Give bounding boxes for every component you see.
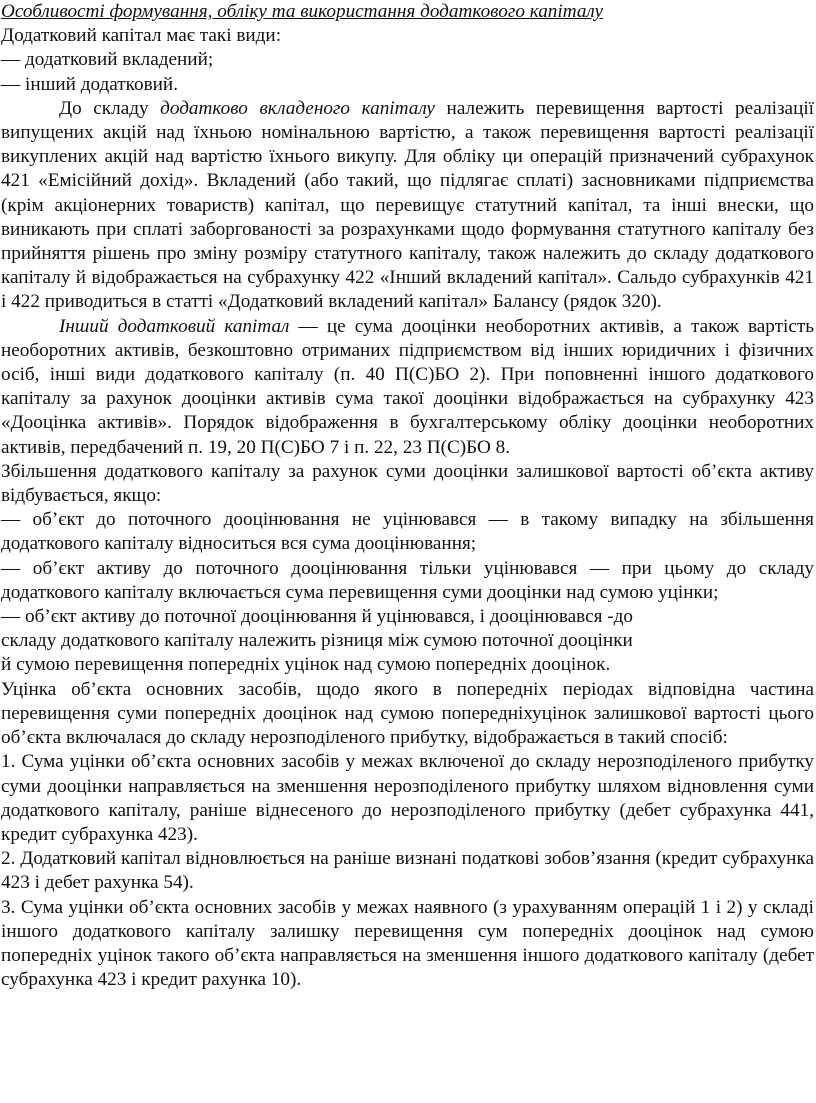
step-3: 3. Сума уцінки об’єкта основних засобів у межах наявного (з урахуванням операцій 1 і 2) у складі іншого додаткового капіталу залишку перевищення сум попередніх дооцінок над сумою попередніх уцінок такого об’єкта направляється на зменшення іншого додаткового капіталу (дебет субрахунка 423 і кредит рахунка 10). — [1, 896, 814, 991]
p2-body-text: — це сума дооцінки необоротних активів, а також вартість необоротних активів, безкоштовно отриманих підприємством від інших юридичних і фізичних осіб, інші види додаткового капіталу (п. 40 П(С)БО 2). При поповненні іншого додаткового капіталу за рахунок дооцінки активів сума такої дооцінки відображається на субрахунку 423 «Дооцінка активів». Порядок відображення в бухгалтерському обліку дооцінки необоротних активів, передбачений п. 19, 20 П(С)БО 7 і п. 22, 23 П(С)БО 8. — [1, 315, 814, 458]
paragraph-added-invested-capital — [1, 97, 814, 315]
intro-item-other-additional: — інший додатковий. — [1, 73, 178, 95]
step-1: 1. Сума уцінки об’єкта основних засобів у межах включеної до складу нерозподіленого прибутку суми дооцінки направляється на зменшення нерозподіленого прибутку шляхом відновлення суми додаткового капіталу, раніше віднесеного до нерозподіленого прибутку (дебет субрахунка 441, кредит субрахунка 423). — [1, 751, 814, 845]
intro-item-added-invested: — додатковий вкладений; — [1, 49, 214, 71]
term-added-invested-capital: додатково вкладеного капіталу — [160, 97, 435, 119]
case-both-line-1: — об’єкт активу до поточної дооцінювання й уцінювався, і дооцінювався -до — [1, 606, 634, 628]
case-only-devalued: — об’єкт активу до поточного дооцінювання тільки уцінювався — при цьому до складу додаткового капіталу включається сума перевищення суми дооцінки над сумою уцінки; — [1, 557, 814, 603]
p1-body-text: належить перевищення вартості реалізації випущених акцій над їхньою номінальною вартістю, а також перевищення вартості реалізації викуплених акцій над вартістю їхнього викупу. Для обліку ци операцій призначений субрахунок 421 «Емісійний дохід». Вкладений (або такий, що підлягає сплаті) засновниками підприємства (крім акціонерних товариств) капітал, що перевищує статутний капітал, та інші внески, що виникають при сплаті заборгованості за розрахунками щодо формування статутного капіталу без прийняття рішень про зміну розміру статутного капіталу, також належить до складу додаткового капіталу й відображається на субрахунку 422 «Інший вкладений капітал». Сальдо субрахунків 421 і 422 приводиться в статті «Додатковий вкладений капітал» Балансу (рядок 320). — [1, 97, 814, 313]
document-title: Особливості формування, обліку та використання додаткового капіталу — [1, 1, 604, 22]
p1-before-text: До складу — [59, 97, 161, 119]
paragraph-other-additional-capital — [1, 315, 814, 460]
step-2: 2. Додатковий капітал відновлюється на раніше визнані податкові зобов’язання (кредит субрахунка 423 і дебет рахунка 54). — [1, 848, 814, 894]
case-both-line-3: й сумою перевищення попередніх уцінок над сумою попередніх дооцінок. — [1, 654, 611, 676]
paragraph-capital-increase-conditions: Збільшення додаткового капіталу за рахунок суми дооцінки залишкової вартості об’єкта активу відбувається, якщо: — [1, 460, 814, 507]
case-both-line-2: складу додаткового капіталу належить різниця між сумою поточної дооцінки — [1, 630, 633, 652]
intro-lead: Додатковий капітал має такі види: — [1, 25, 282, 47]
case-not-devalued: — об’єкт до поточного дооцінювання не уцінювався — в такому випадку на збільшення додаткового капіталу відноситься вся сума дооцінювання; — [1, 509, 814, 555]
term-other-additional-capital: Інший додатковий капітал — [59, 315, 290, 337]
paragraph-devaluation-reflection: Уцінка об’єкта основних засобів, щодо якого в попередніх періодах відповідна частина перевищення суми попередніх дооцінок над сумою попереднiхуцінок залишкової вартості цього об’єкта включалася до складу нерозподіленого прибутку, відображається в такий спосіб: — [1, 678, 814, 749]
